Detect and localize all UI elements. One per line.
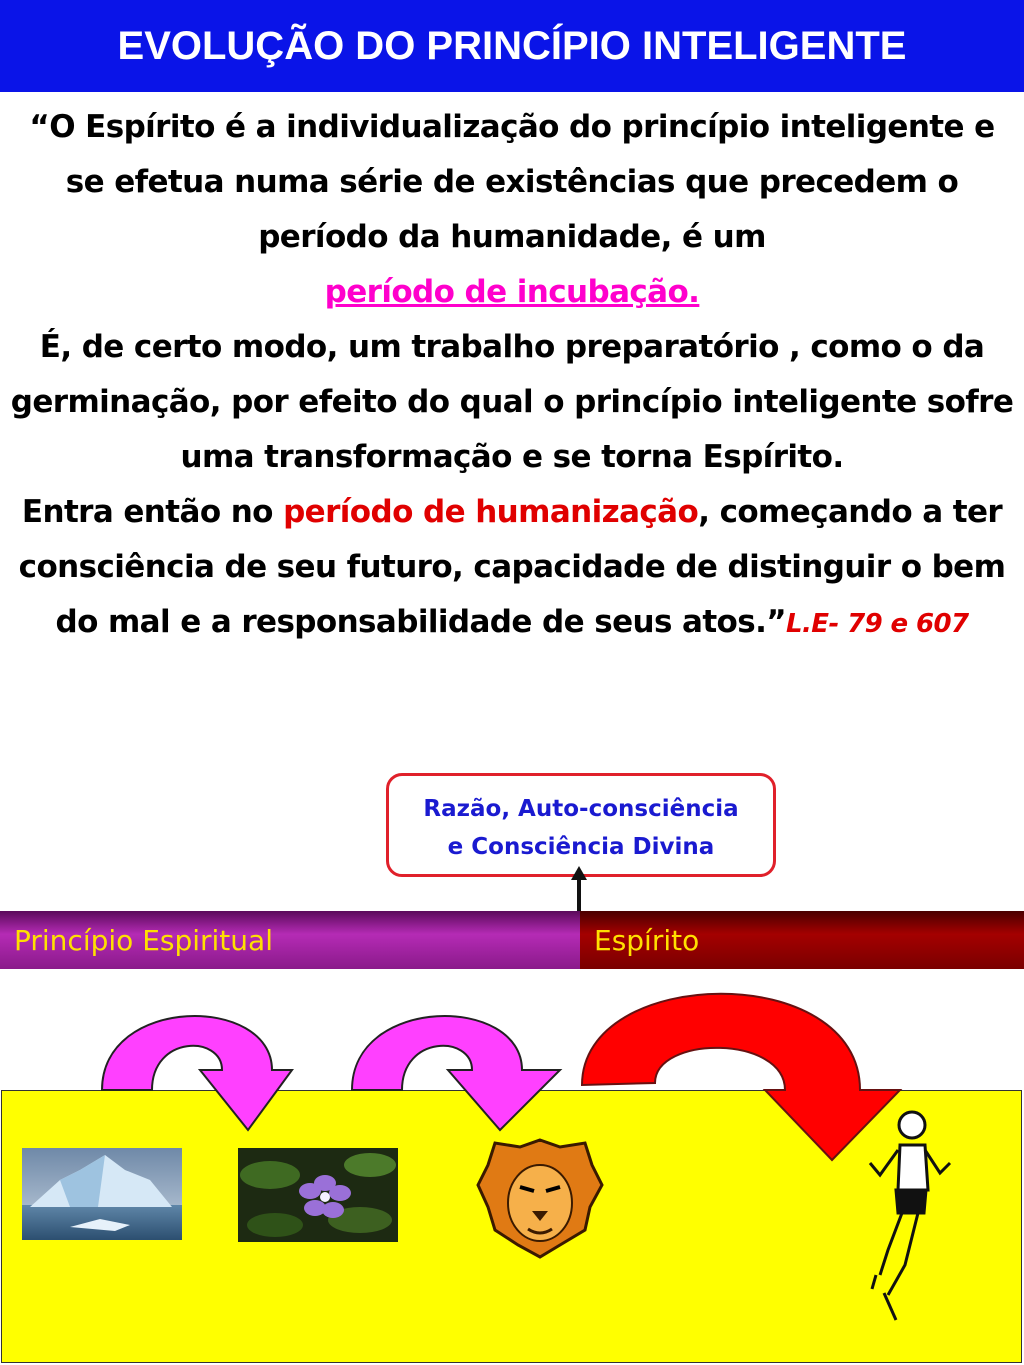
runner-icon (870, 1112, 950, 1320)
callout-line-1: Razão, Auto-consciência (423, 796, 739, 822)
iceberg-image (22, 1148, 182, 1240)
humanization-highlight: período de humanização (283, 494, 699, 530)
quote-part-2: É, de certo modo, um trabalho preparatório , como o da germinação, por efeito do qual o princípio inteligente sofre uma transformação e se torna Espírito. (10, 329, 1014, 475)
quote-part-3a: Entra então no (21, 494, 273, 530)
page-title: EVOLUÇÃO DO PRINCÍPIO INTELIGENTE (0, 0, 1024, 92)
evolution-arrows (0, 975, 1024, 1365)
quote-part-1: “O Espírito é a individualização do princípio inteligente e se efetua numa série de existências que precedem o período da humanidade, é um (29, 109, 995, 255)
quote-text (8, 100, 1016, 652)
curved-arrow-icon (352, 1016, 560, 1130)
quote-part-3b: , começando a ter consciência de seu futuro, capacidade de distinguir o bem do mal e a responsabilidade de seus atos.” (18, 494, 1006, 640)
curved-arrow-icon (582, 994, 900, 1160)
flower-image (238, 1148, 398, 1242)
callout-line-2: e Consciência Divina (447, 834, 715, 860)
lion-icon (478, 1140, 602, 1257)
band-spirit: Espírito (580, 911, 1024, 969)
reference-text: L.E- 79 e 607 (786, 609, 969, 639)
band-spiritual-principle: Princípio Espiritual (0, 911, 580, 969)
reason-callout (386, 773, 776, 877)
curved-arrow-icon (102, 1016, 292, 1130)
incubation-highlight: período de incubação. (324, 274, 700, 310)
